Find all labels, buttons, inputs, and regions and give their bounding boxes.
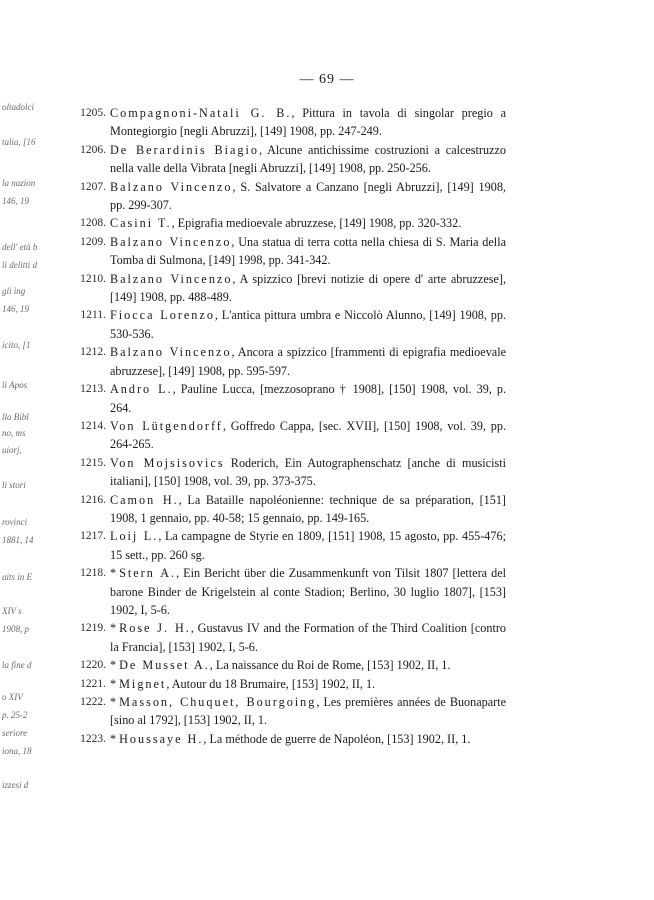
- bleed-line: dell' età b: [2, 242, 38, 252]
- bibliography-entry: [70, 417, 506, 454]
- entry-number: 1209.: [80, 235, 106, 248]
- bleed-line: gli ing: [2, 286, 26, 296]
- entry-number: 1216.: [80, 493, 106, 506]
- entry-number: 1207.: [80, 180, 106, 193]
- entry-number: 1210.: [80, 272, 106, 285]
- entry-author: Casini T.: [110, 216, 172, 231]
- bleed-line: lla Bibl: [2, 412, 29, 422]
- entry-author: Von Mojsisovics: [110, 455, 225, 470]
- bibliography-entry: [70, 527, 506, 564]
- entry-author: Rose J. H.: [119, 621, 191, 636]
- entry-author: Balzano Vincenzo: [110, 234, 232, 249]
- bibliography-entry: [70, 104, 506, 141]
- bleed-line: izzesi d: [2, 780, 29, 790]
- bleed-line: 1881, 14: [2, 535, 34, 545]
- bibliography-entry: [70, 233, 506, 270]
- entry-author: De Musset A.: [119, 658, 210, 673]
- entry-text: , Alcune antichissime costruzioni a calcestruzzo nella valle della Vibrata [negli Abruzzi], [149] 1908, pp. 250-256.: [110, 142, 506, 176]
- bleed-line: XIV s: [2, 606, 22, 616]
- bleed-line: p. 25-2: [2, 710, 28, 720]
- entry-number: 1211.: [80, 309, 106, 322]
- entry-star: *: [110, 676, 117, 691]
- bibliography-entry: [70, 454, 506, 491]
- entry-number: 1218.: [80, 567, 106, 580]
- entry-text: , La Bataille napoléonienne: technique de sa préparation, [151] 1908, 1 gennaio, pp. 40-58; 15 gennaio, pp. 149-165.: [110, 492, 506, 525]
- entry-text: , L'antica pittura umbra e Niccolò Alunno, [149] 1908, pp. 530-536.: [110, 308, 507, 341]
- entry-number: 1214.: [80, 419, 106, 432]
- bleed-line: 146, 19: [2, 196, 29, 206]
- entry-star: *: [110, 566, 117, 581]
- bleed-line: la nazion: [2, 178, 36, 188]
- entry-number: 1215.: [80, 456, 106, 469]
- entry-star: *: [110, 658, 117, 673]
- bibliography-entry: [70, 178, 506, 215]
- bleed-line: aits in E: [2, 572, 33, 582]
- entry-number: 1205.: [80, 107, 106, 119]
- entry-text: , A spizzico [brevi notizie di opere d' arte abruzzese], [149] 1908, pp. 488-489.: [110, 271, 506, 305]
- entry-text: , La campagne de Styrie en 1809, [151] 1908, 15 agosto, pp. 455-476; 15 sett., pp. 260 sg.: [110, 529, 506, 562]
- entry-author: De Berardinis Biagio: [110, 142, 259, 157]
- entry-author: Compagnoni-Natali G. B.: [110, 106, 292, 120]
- bibliography-entry: [70, 491, 506, 528]
- entry-text: , Les premières années de Buonaparte [sino al 1792], [153] 1902, II, 1.: [110, 695, 507, 728]
- entry-number: 1220.: [80, 659, 106, 672]
- bibliography-entry: [70, 619, 506, 656]
- bleed-line: oltadolci: [2, 102, 34, 112]
- bleed-line: la fine d: [2, 660, 32, 670]
- entry-text: , Goffredo Cappa, [sec. XVII], [150] 1908, vol. 39, pp. 264-265.: [110, 418, 506, 452]
- entry-text: , Una statua di terra cotta nella chiesa di S. Maria della Tomba di Sulmona, [149] 1998, pp. 341-342.: [110, 234, 506, 268]
- entry-text: , La méthode de guerre de Napoléon, [153] 1902, II, 1.: [203, 731, 471, 746]
- bleed-line: uiorj,: [2, 445, 22, 455]
- left-margin-bleed: [0, 0, 48, 900]
- bibliography-entry: [70, 693, 506, 730]
- entry-text: , Ancora a spizzico [frammenti di epigrafia medioevale abruzzese], [149] 1908, pp. 595-597.: [110, 345, 506, 378]
- bleed-line: seriore: [2, 728, 28, 738]
- entry-star: *: [110, 731, 117, 746]
- entry-author: Houssaye H.: [119, 731, 204, 746]
- entry-author: Fiocca Lorenzo: [110, 308, 215, 323]
- entry-number: 1219.: [80, 622, 106, 635]
- entry-number: 1208.: [80, 217, 106, 230]
- entry-author: Balzano Vincenzo: [110, 271, 233, 286]
- bibliography-entry: [70, 656, 506, 674]
- entry-number: 1222.: [80, 696, 106, 708]
- entry-text: , Autour du 18 Brumaire, [153] 1902, II, 1.: [166, 676, 376, 691]
- entry-author: Loij L.: [110, 529, 159, 544]
- entry-number: 1223.: [80, 732, 106, 745]
- bibliography-entry: [70, 343, 506, 380]
- entry-number: 1212.: [80, 346, 106, 359]
- bibliography-entry: [70, 270, 506, 307]
- entry-text: , S. Salvatore a Canzano [negli Abruzzi], [149] 1908, pp. 299-307.: [110, 179, 506, 213]
- entry-author: Camon H.: [110, 492, 179, 507]
- entry-number: 1217.: [80, 530, 106, 543]
- entry-author: Balzano Vincenzo: [110, 345, 232, 360]
- bleed-line: li stori: [2, 480, 26, 490]
- bleed-line: o XIV: [2, 692, 23, 702]
- bibliography-entry: [70, 214, 506, 232]
- entry-author: Masson, Chuquet, Bourgoing: [119, 695, 317, 709]
- entry-number: 1206.: [80, 143, 106, 156]
- bleed-line: 146, 19: [2, 304, 29, 314]
- entry-text: , Epigrafia medioevale abruzzese, [149] 1908, pp. 320-332.: [171, 216, 462, 231]
- bibliography-entry: [70, 141, 506, 178]
- bleed-line: iona, 18: [2, 746, 32, 756]
- bleed-line: li delitti d: [2, 260, 37, 270]
- bleed-line: no, ms: [2, 428, 26, 438]
- bleed-line: li Apos: [2, 380, 28, 390]
- bibliography-entry: [70, 564, 506, 619]
- entry-text: , Gustavus IV and the Formation of the Third Coalition [contro la Francia], [153] 1902, I, 5-6.: [110, 621, 506, 654]
- bibliography-entry: [70, 730, 506, 748]
- bleed-line: rovinci: [2, 517, 28, 527]
- entry-author: Stern A.: [119, 566, 177, 581]
- entry-author: Balzano Vincenzo: [110, 179, 233, 194]
- bleed-line: talia, [16: [2, 137, 36, 147]
- bibliography-entry: [70, 380, 506, 417]
- bleed-line: 1908, p: [2, 624, 29, 634]
- entry-number: 1213.: [80, 383, 106, 396]
- entry-author: Mignet: [119, 676, 167, 691]
- bibliography-list: [70, 104, 506, 748]
- entry-number: 1221.: [80, 677, 106, 690]
- entry-text: , La naissance du Roi de Rome, [153] 1902, II, 1.: [209, 658, 451, 673]
- entry-author: Andro L.: [110, 382, 173, 397]
- bleed-line: icito, [1: [2, 340, 31, 350]
- bibliography-entry: [70, 306, 506, 343]
- entry-text: , Ein Bericht über die Zusammenkunft von Tilsit 1807 [lettera del barone Binder de Krigelstein al conte Stadion; Berlino, 30 luglio 1807], [153] 1902, I, 5-6.: [110, 566, 507, 617]
- entry-author: Von Lütgendorff: [110, 418, 223, 433]
- entry-text: , Pauline Lucca, [mezzosoprano † 1908], [150] 1908, vol. 39, p. 264.: [110, 382, 506, 415]
- entry-star: *: [110, 695, 117, 709]
- bibliography-entry: [70, 675, 506, 693]
- page-number: — 69 —: [299, 72, 355, 87]
- entry-text: Roderich, Ein Autographenschatz [anche di musicisti italiani], [150] 1908, vol. 39, pp. 373-375.: [110, 455, 506, 489]
- entry-text: , Pittura in tavola di singolar pregio a Montegiorgio [negli Abruzzi], [149] 1908, pp. 247-249.: [110, 106, 507, 139]
- entry-star: *: [110, 621, 117, 636]
